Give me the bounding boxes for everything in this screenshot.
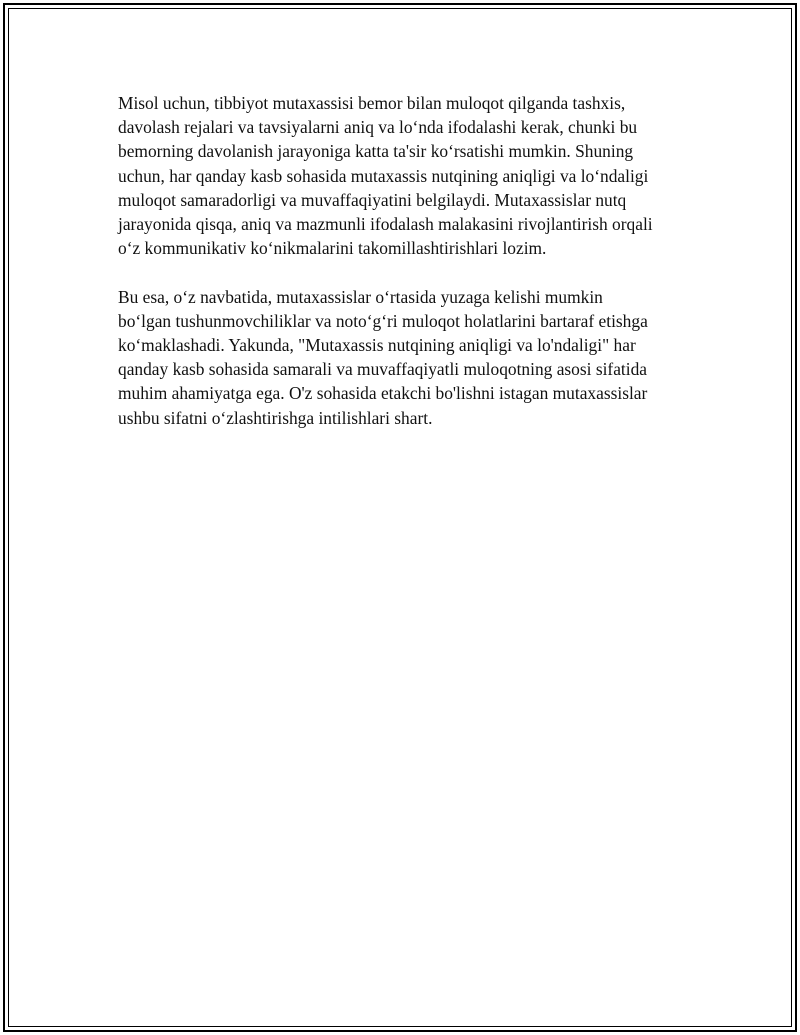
paragraph-1-line-6: jarayonida qisqa, aniq va mazmunli ifodalash malakasini rivojlantirish orqali (118, 214, 653, 235)
paragraph-2-line-2: bo‘lgan tushunmovchiliklar va noto‘g‘ri muloqot holatlarini bartaraf etishga (118, 310, 648, 331)
paragraph-1-line-7: o‘z kommunikativ ko‘nikmalarini takomillashtirishlari lozim. (118, 238, 547, 259)
paragraph-2-line-1: Bu esa, o‘z navbatida, mutaxassislar o‘rtasida yuzaga kelishi mumkin (118, 286, 603, 307)
paragraph-2-line-4: qanday kasb sohasida samarali va muvaffaqiyatli muloqotning asosi sifatida (118, 359, 648, 380)
document-body (118, 91, 688, 454)
paragraph-2-line-3: ko‘maklashadi. Yakunda, "Mutaxassis nutqining aniqligi va lo'ndaligi" har (118, 335, 636, 356)
paragraph-1 (118, 91, 688, 260)
paragraph-1-line-4: uchun, har qanday kasb sohasida mutaxassis nutqining aniqligi va lo‘ndaligi (118, 165, 649, 186)
paragraph-1-line-2: davolash rejalari va tavsiyalarni aniq va lo‘nda ifodalashi kerak, chunki bu (118, 117, 638, 138)
paragraph-2-line-6: ushbu sifatni o‘zlashtirishga intilishlari shart. (118, 407, 433, 428)
paragraph-2-line-5: muhim ahamiyatga ega. O'z sohasida etakchi bo'lishni istagan mutaxassislar (118, 383, 648, 404)
paragraph-1-line-1: Misol uchun, tibbiyot mutaxassisi bemor bilan muloqot qilganda tashxis, (118, 93, 626, 113)
paragraph-1-line-3: bemorning davolanish jarayoniga katta ta'sir ko‘rsatishi mumkin. Shuning (118, 141, 634, 162)
paragraph-1-line-5: muloqot samaradorligi va muvaffaqiyatini belgilaydi. Mutaxassislar nutq (118, 189, 627, 210)
paragraph-2 (118, 285, 688, 430)
